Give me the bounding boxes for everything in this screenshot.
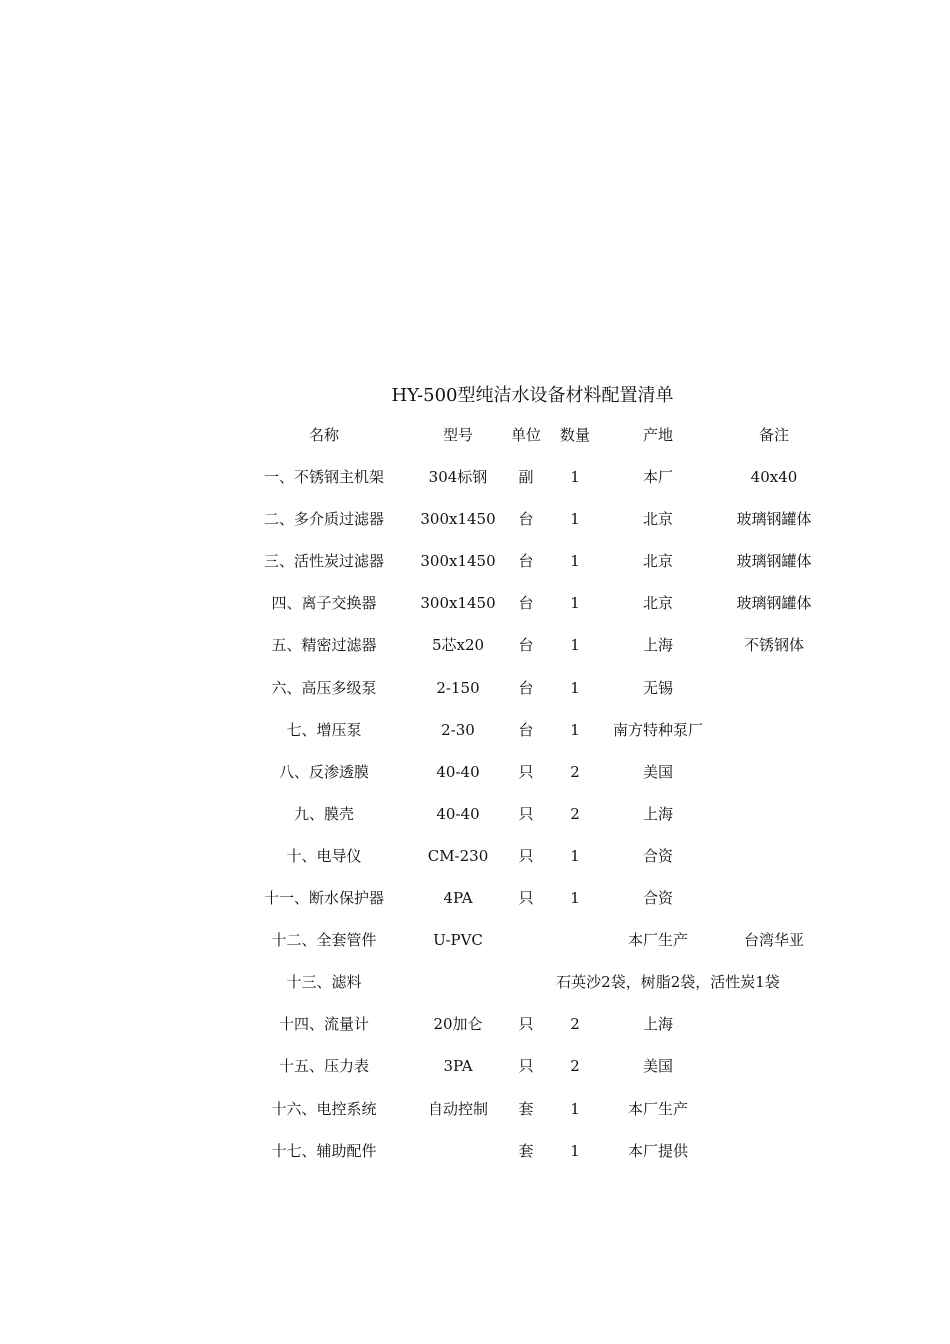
cell-model: 5芯x20: [431, 636, 485, 655]
header-origin: 产地: [642, 426, 673, 444]
cell-model: 3PA: [443, 1057, 473, 1076]
cell-model: 300x1450: [420, 594, 496, 613]
table-row: [0, 1088, 950, 1130]
material-table: [0, 414, 950, 1172]
cell-unit: 套: [518, 1141, 534, 1160]
table-row: [0, 1130, 950, 1172]
cell-qty: 1: [570, 468, 580, 487]
cell-origin: 合资: [642, 846, 673, 865]
cell-origin: 上海: [642, 804, 673, 823]
cell-qty: 1: [570, 678, 580, 697]
cell-model: 300x1450: [420, 552, 496, 571]
cell-origin: 美国: [642, 1057, 673, 1076]
cell-unit: 台: [518, 720, 534, 739]
cell-name: 十一、断水保护器: [263, 889, 384, 908]
cell-name: 九、膜壳: [293, 804, 354, 823]
cell-origin: 北京: [642, 594, 673, 613]
cell-qty: 1: [570, 1141, 580, 1160]
cell-name: 十、电导仪: [286, 846, 362, 865]
cell-origin: 上海: [642, 636, 673, 655]
header-name: 名称: [308, 426, 339, 444]
cell-name: 十三、滤料: [286, 973, 362, 992]
cell-qty: 2: [570, 804, 580, 823]
cell-name: 十五、压力表: [278, 1057, 369, 1076]
cell-note: 玻璃钢罐体: [736, 510, 812, 529]
cell-unit: [505, 919, 547, 961]
cell-qty: 1: [570, 846, 580, 865]
cell-model: 2-30: [441, 720, 475, 739]
cell-note: [712, 709, 836, 751]
cell-name: 六、高压多级泵: [271, 678, 377, 697]
cell-name: 十六、电控系统: [271, 1099, 377, 1118]
cell-name: 八、反渗透膜: [278, 762, 369, 781]
cell-qty: 1: [570, 1099, 580, 1118]
table-row: [0, 1045, 950, 1087]
cell-name: 五、精密过滤器: [271, 636, 377, 655]
cell-unit: 台: [518, 552, 534, 571]
cell-filter-media-note: 石英沙2袋，树脂2袋，活性炭1袋: [556, 973, 780, 992]
cell-model: [398, 1130, 518, 1172]
cell-origin: 本厂提供: [627, 1141, 688, 1160]
cell-unit: 套: [518, 1099, 534, 1118]
cell-note: 台湾华亚: [743, 931, 804, 950]
cell-model: 自动控制: [427, 1099, 488, 1118]
cell-model: 300x1450: [420, 510, 496, 529]
cell-note: [712, 793, 836, 835]
cell-qty: 1: [570, 594, 580, 613]
cell-name: 十二、全套管件: [271, 931, 377, 950]
cell-qty: 1: [570, 720, 580, 739]
table-row: [0, 667, 950, 709]
cell-model: 2-150: [436, 678, 480, 697]
cell-origin: 南方特种泵厂: [612, 720, 703, 739]
cell-origin: 无锡: [642, 678, 673, 697]
table-row: [0, 498, 950, 540]
cell-model: U-PVC: [433, 931, 483, 950]
cell-origin: 北京: [642, 552, 673, 571]
cell-name: 一、不锈钢主机架: [263, 468, 384, 487]
table-row: [0, 540, 950, 582]
cell-qty: 2: [570, 762, 580, 781]
table-row: [0, 877, 950, 919]
table-row: [0, 835, 950, 877]
cell-unit: 台: [518, 510, 534, 529]
cell-qty: 1: [570, 510, 580, 529]
cell-name: 四、离子交换器: [271, 594, 377, 613]
cell-name: 十四、流量计: [278, 1015, 369, 1034]
cell-qty: 1: [570, 552, 580, 571]
cell-origin: 上海: [642, 1015, 673, 1034]
cell-name: 二、多介质过滤器: [263, 510, 384, 529]
cell-unit: 只: [518, 1015, 534, 1034]
table-row: [0, 624, 950, 666]
cell-note: [712, 751, 836, 793]
table-row: [0, 582, 950, 624]
header-note: 备注: [758, 426, 789, 444]
cell-unit: 台: [518, 636, 534, 655]
cell-unit: 副: [518, 468, 534, 487]
table-row: [0, 961, 950, 1003]
cell-model: 304标钢: [428, 468, 488, 487]
cell-note: [712, 1088, 836, 1130]
cell-unit: 只: [518, 889, 534, 908]
cell-unit: 只: [518, 762, 534, 781]
cell-name: 十七、辅助配件: [271, 1141, 377, 1160]
cell-unit: 只: [518, 804, 534, 823]
table-row: [0, 709, 950, 751]
cell-origin: 北京: [642, 510, 673, 529]
cell-note: [712, 1130, 836, 1172]
cell-origin: 美国: [642, 762, 673, 781]
header-model: 型号: [442, 426, 473, 444]
cell-qty: 2: [570, 1057, 580, 1076]
cell-model: 4PA: [443, 889, 473, 908]
cell-note: [712, 835, 836, 877]
table-header-row: [0, 414, 950, 456]
table-row: [0, 751, 950, 793]
cell-origin: 本厂生产: [627, 1099, 688, 1118]
cell-note: 40x40: [750, 468, 798, 487]
cell-model: 40-40: [436, 762, 480, 781]
cell-note: 不锈钢体: [743, 636, 804, 655]
cell-unit: 只: [518, 846, 534, 865]
cell-name: 三、活性炭过滤器: [263, 552, 384, 571]
cell-qty: 2: [570, 1015, 580, 1034]
cell-unit: 台: [518, 678, 534, 697]
table-row: [0, 1003, 950, 1045]
cell-model: 20加仑: [433, 1015, 483, 1034]
table-row: [0, 793, 950, 835]
cell-note: [712, 877, 836, 919]
cell-note: 玻璃钢罐体: [736, 552, 812, 571]
cell-note: [712, 667, 836, 709]
cell-origin: 合资: [642, 889, 673, 908]
cell-note: [712, 1045, 836, 1087]
cell-qty: 1: [570, 636, 580, 655]
cell-model: 40-40: [436, 804, 480, 823]
cell-model: CM-230: [427, 846, 489, 865]
cell-name: 七、增压泵: [286, 720, 362, 739]
cell-note: [712, 1003, 836, 1045]
table-row: [0, 919, 950, 961]
cell-origin: 本厂: [642, 468, 673, 487]
cell-note: 玻璃钢罐体: [736, 594, 812, 613]
cell-qty: 1: [570, 889, 580, 908]
table-row: [0, 456, 950, 498]
header-qty: 数量: [559, 426, 590, 444]
cell-unit: 台: [518, 594, 534, 613]
cell-origin: 本厂生产: [627, 931, 688, 950]
header-unit: 单位: [510, 426, 541, 444]
page-title: HY-500型纯洁水设备材料配置清单: [391, 385, 674, 406]
cell-unit: 只: [518, 1057, 534, 1076]
